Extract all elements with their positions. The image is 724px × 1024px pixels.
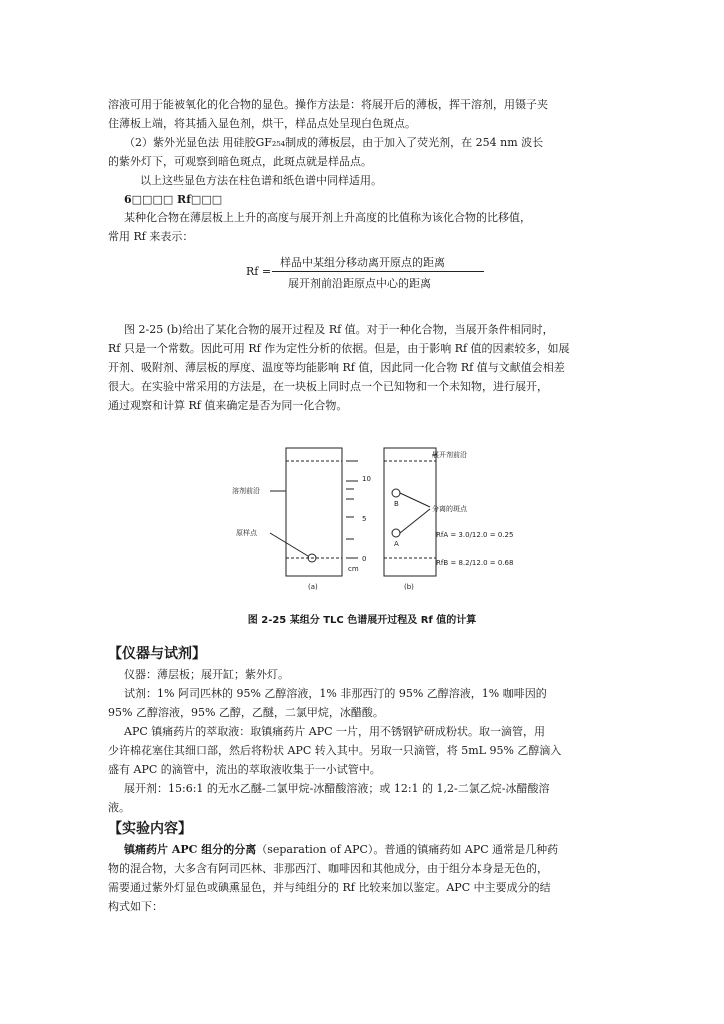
tlc-diagram bbox=[224, 443, 514, 603]
figure-caption: 图 2-25 某组分 TLC 色谱展开过程及 Rf 值的计算 bbox=[247, 615, 477, 626]
rf-a: RfA = 3.0/12.0 = 0.25 bbox=[436, 531, 514, 539]
formula-numerator: 样品中某组分移动离开原点的距离 bbox=[280, 256, 445, 269]
text-line: Rf 只是一个常数。因此可用 Rf 作为定性分析的依据。但是，由于影响 Rf 值的因素较多，如展 bbox=[108, 342, 570, 355]
text-line: 构式如下： bbox=[108, 900, 163, 913]
leader-origin-a bbox=[270, 533, 308, 556]
text-line: 常用 Rf 来表示： bbox=[108, 230, 194, 243]
label-spot-b: B bbox=[394, 500, 399, 508]
text-line: 溶液可用于能被氧化的化合物的显色。操作方法是：将展开后的薄板，挥干溶剂，用镊子夹 bbox=[108, 98, 548, 111]
text-line: 住薄板上端，将其插入显色剂，烘干，样品点处呈现白色斑点。 bbox=[108, 117, 416, 130]
label-developer-front: 展开剂前沿 bbox=[432, 451, 467, 459]
tick-label-0: 0 bbox=[362, 555, 367, 563]
leader-spot-a bbox=[400, 509, 430, 533]
text-line: 图 2-25 (b)给出了某化合物的展开过程及 Rf 值。对于一种化合物，当展开条件相同时， bbox=[124, 323, 554, 336]
formula-lhs: Rf = bbox=[246, 265, 272, 278]
text-line: 液。 bbox=[108, 801, 130, 814]
label-b: (b) bbox=[404, 583, 414, 591]
label-solvent-front: 溶剂前沿 bbox=[232, 487, 260, 495]
text-line: 物的混合物，大多含有阿司匹林、非那西汀、咖啡因和其他成分，由于组分本身是无色的， bbox=[108, 862, 548, 875]
label-separated-spots: 分离的斑点 bbox=[432, 505, 467, 513]
lead-bold: 镇痛药片 APC 组分的分离 bbox=[124, 843, 257, 856]
spot-a bbox=[392, 529, 400, 537]
plate-b bbox=[384, 448, 436, 576]
text-line: 展开剂：15:6:1 的无水乙醚-二氯甲烷-冰醋酸溶液；或 12:1 的 1,2-二氯乙烷-冰醋酸溶 bbox=[124, 782, 550, 795]
section-title-instruments: 【仪器与试剂】 bbox=[108, 646, 206, 662]
tick-label-10: 10 bbox=[362, 475, 371, 483]
text-line: 的紫外灯下，可观察到暗色斑点，此斑点就是样品点。 bbox=[108, 155, 372, 168]
text-line: 少许棉花塞住其细口部，然后将粉状 APC 转入其中。另取一只滴管，将 5mL 95% 乙醇滴入 bbox=[108, 744, 562, 757]
label-spot-a: A bbox=[394, 540, 399, 548]
rf-b: RfB = 8.2/12.0 = 0.68 bbox=[436, 559, 514, 567]
spot-b bbox=[392, 489, 400, 497]
text-line: 以上这些显色方法在柱色谱和纸色谱中同样适用。 bbox=[140, 174, 382, 187]
label-origin-spot: 原样点 bbox=[236, 529, 257, 537]
tick-label-5: 5 bbox=[362, 515, 367, 523]
text-line bbox=[124, 842, 558, 858]
text-line: 某种化合物在薄层板上上升的高度与展开剂上升高度的比值称为该化合物的比移值， bbox=[124, 211, 531, 224]
text-line: APC 镇痛药片的萃取液：取镇痛药片 APC 一片，用不锈钢铲研成粉状。取一滴管，用 bbox=[124, 725, 546, 738]
label-a: (a) bbox=[308, 583, 318, 591]
label-cm: cm bbox=[348, 565, 359, 573]
leader-spot-b bbox=[400, 493, 430, 507]
text-line: 需要通过紫外灯显色或碘熏显色，并与纯组分的 Rf 比较来加以鉴定。APC 中主要成分的结 bbox=[108, 881, 551, 894]
text-line: 盛有 APC 的滴管中，流出的萃取液收集于一小试管中。 bbox=[108, 763, 381, 776]
text-line: 95% 乙醇溶液，95% 乙醇，乙醚，二氯甲烷，冰醋酸。 bbox=[108, 706, 384, 719]
text-line: 试剂：1% 阿司匹林的 95% 乙醇溶液，1% 非那西汀的 95% 乙醇溶液，1% 咖啡因的 bbox=[124, 687, 547, 700]
text-line: 通过观察和计算 Rf 值来确定是否为同一化合物。 bbox=[108, 399, 348, 412]
text-line: （2）紫外光显色法 用硅胶GF₂₅₄制成的薄板层，由于加入了荧光剂，在 254 nm 波长 bbox=[124, 136, 544, 149]
text-line: 很大。在实验中常采用的方法是，在一块板上同时点一个已知物和一个未知物，进行展开， bbox=[108, 380, 548, 393]
text-line: 开剂、吸附剂、薄层板的厚度、温度等均能影响 Rf 值，因此同一化合物 Rf 值与文献值会相差 bbox=[108, 361, 565, 374]
lead-rest: （separation of APC）。普通的镇痛药如 APC 通常是几种药 bbox=[256, 843, 559, 856]
subheading: 6□□□□ Rf□□□ bbox=[124, 193, 223, 206]
formula-denominator: 展开剂前沿距原点中心的距离 bbox=[288, 277, 431, 290]
plate-a bbox=[286, 448, 342, 576]
tlc-figure bbox=[224, 443, 514, 603]
text-line: 仪器：薄层板；展开缸；紫外灯。 bbox=[124, 668, 289, 681]
section-title-content: 【实验内容】 bbox=[108, 821, 192, 837]
fraction-bar bbox=[272, 271, 484, 272]
